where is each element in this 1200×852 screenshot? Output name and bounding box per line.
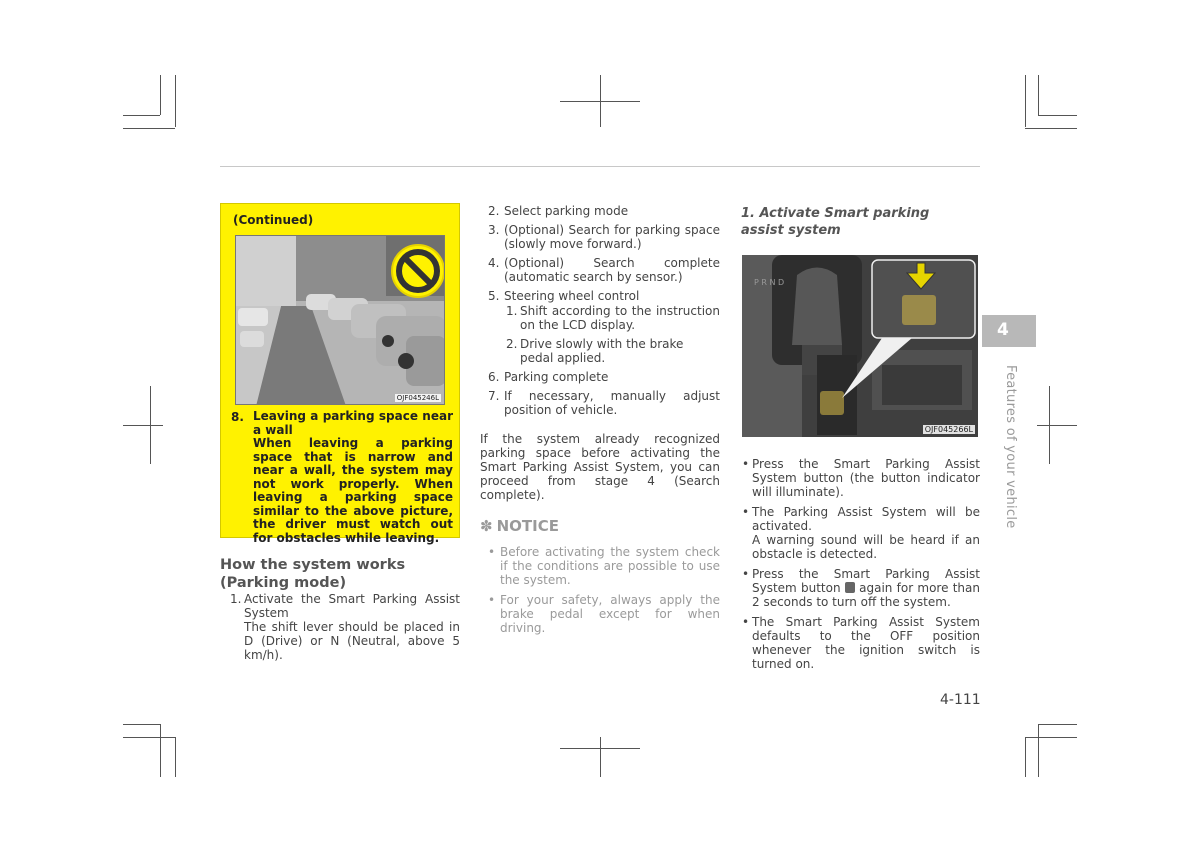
crop-mark	[600, 737, 601, 777]
continued-label: (Continued)	[233, 213, 314, 227]
step-text: (Optional) Search complete (automatic search by sensor.)	[504, 256, 720, 284]
bullet-text-start: Press the Smart Parking Assist System button	[752, 567, 980, 595]
sub-list-item	[480, 304, 720, 332]
step-number: 2.	[488, 204, 500, 218]
console-button-illustration	[742, 255, 978, 437]
steps-column	[480, 204, 720, 641]
chapter-tab	[982, 315, 1036, 347]
crop-mark	[175, 75, 176, 127]
steps-list	[480, 204, 720, 417]
crop-mark	[1038, 115, 1077, 116]
crop-mark	[123, 128, 175, 129]
step-number: 2.	[506, 337, 518, 351]
bullet-text-end: again for more than 2 seconds to turn off the system.	[752, 581, 980, 609]
step-number: 5.	[488, 289, 500, 303]
step-text: (Optional) Search for parking space (slowly move forward.)	[504, 223, 720, 251]
step-text: The shift lever should be placed in D (Drive) or N (Neutral, above 5 km/h).	[244, 620, 460, 662]
list-item	[480, 545, 720, 587]
activate-bullets	[742, 457, 980, 677]
notice-heading	[480, 519, 720, 533]
list-item	[480, 370, 720, 384]
bullet-text: The Smart Parking Assist System defaults to the OFF position whenever the ignition switch is turned on.	[752, 615, 980, 671]
page-number: 4-111	[940, 692, 981, 708]
list-item	[480, 204, 720, 218]
list-item	[480, 389, 720, 417]
crop-mark	[1049, 386, 1050, 464]
warning-box	[220, 203, 460, 545]
chapter-number: 4	[997, 320, 1009, 340]
bullet-text: The Parking Assist System will be activated. A warning sound will be heard if an obstacle is detected.	[752, 505, 980, 561]
parking-wall-illustration	[235, 235, 445, 405]
header-rule	[220, 166, 980, 167]
step-text: Steering wheel control	[504, 289, 640, 303]
crop-mark	[160, 75, 161, 115]
step-number: 1.	[230, 592, 242, 606]
parking-button-icon	[845, 582, 855, 593]
notice-text: For your safety, always apply the brake pedal except for when driving.	[500, 593, 720, 635]
bullet-icon: •	[488, 545, 496, 559]
list-item	[742, 505, 980, 561]
step-title: Activate the Smart Parking Assist System	[244, 592, 460, 620]
warning-item-title: Leaving a parking space near a wall	[253, 409, 453, 437]
crop-mark	[160, 724, 161, 777]
figure-code: OJF045266L	[924, 425, 973, 434]
activate-heading: 1. Activate Smart parking assist system	[741, 206, 930, 238]
notice-text: Before activating the system check if the conditions are possible to use the system.	[500, 545, 720, 587]
crop-mark	[150, 386, 151, 464]
crop-mark	[1038, 75, 1039, 115]
crop-mark	[1025, 75, 1026, 127]
notice-title: NOTICE	[496, 517, 559, 535]
parking-wall-picture	[236, 236, 445, 405]
step-text: Select parking mode	[504, 204, 629, 218]
step-text: Drive slowly with the brake pedal applied.	[520, 337, 684, 365]
crop-mark	[1025, 737, 1077, 738]
bullet-icon: •	[742, 505, 750, 519]
warning-item	[253, 410, 453, 545]
list-item	[480, 289, 720, 303]
crop-mark	[1038, 724, 1077, 725]
chapter-title: Features of your vehicle	[1003, 365, 1018, 529]
sub-list-item	[480, 337, 720, 365]
step-number: 7.	[488, 389, 500, 403]
step-text: Shift according to the instruction on the LCD display.	[520, 304, 720, 332]
list-item	[742, 457, 980, 499]
crop-mark	[123, 115, 160, 116]
console-picture	[742, 255, 978, 437]
item-number: 8.	[231, 410, 244, 424]
step-text: Parking complete	[504, 370, 609, 384]
list-item	[480, 256, 720, 284]
crop-mark	[175, 737, 176, 777]
bullet-icon: •	[742, 567, 750, 581]
crop-mark	[600, 75, 601, 127]
bullet-icon: •	[742, 615, 750, 629]
list-item	[480, 223, 720, 251]
step-text: If necessary, manually adjust position of vehicle.	[504, 389, 720, 417]
svg-text:P R N D: P R N D	[754, 278, 785, 287]
crop-mark	[1038, 724, 1039, 777]
list-item	[742, 567, 980, 609]
crop-mark	[123, 737, 175, 738]
step-number: 4.	[488, 256, 500, 270]
crop-mark	[123, 724, 160, 725]
crop-mark	[1037, 425, 1077, 426]
list-item	[742, 615, 980, 671]
step-number: 1.	[506, 304, 518, 318]
bullet-text	[752, 567, 980, 609]
bullet-icon: •	[742, 457, 750, 471]
bullet-icon: •	[488, 593, 496, 607]
bullet-text: Press the Smart Parking Assist System button (the button indicator will illuminate).	[752, 457, 980, 499]
step-1	[230, 592, 460, 662]
list-item	[480, 593, 720, 635]
crop-mark	[1025, 128, 1077, 129]
step-number: 6.	[488, 370, 500, 384]
step-number: 3.	[488, 223, 500, 237]
figure-code: OJF045246L	[396, 394, 439, 402]
warning-item-text: When leaving a parking space that is narrow and near a wall, the system may not work properly. When leaving a parking space similar to the above picture, the driver must watch out for obstacles while leaving.	[253, 436, 453, 545]
crop-mark	[123, 425, 163, 426]
notice-star-icon: ✽	[480, 517, 493, 535]
notice-list	[480, 545, 720, 635]
crop-mark	[1025, 737, 1026, 777]
section-heading: How the system works (Parking mode)	[220, 557, 406, 591]
body-paragraph: If the system already recognized parking space before activating the Smart Parking Assist System, you can proceed from stage 4 (Search complete).	[480, 432, 720, 502]
